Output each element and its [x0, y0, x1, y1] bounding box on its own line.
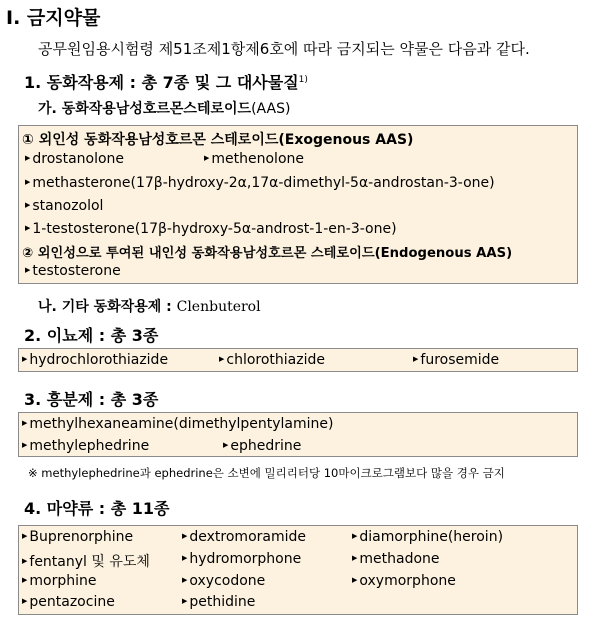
list-item: [219, 352, 325, 368]
drug-name: drostanolone: [32, 151, 125, 167]
list-item: [22, 529, 133, 545]
triangle-right-icon: ▶: [25, 178, 31, 186]
footnote-marker: 1): [298, 75, 308, 85]
drug-name: hydrochlorothiazide: [29, 352, 169, 368]
narcotics-box: [18, 525, 578, 615]
triangle-right-icon: ▶: [25, 224, 31, 232]
drug-name: stanozolol: [32, 198, 104, 214]
list-item: [25, 151, 124, 167]
triangle-right-icon: ▶: [352, 576, 358, 584]
list-item: [22, 594, 115, 610]
drug-name: dextromoramide: [189, 529, 306, 545]
drug-name: oxycodone: [189, 573, 266, 589]
drug-name: methylhexaneamine(dimethylpentylamine): [29, 416, 334, 432]
list-item: [182, 594, 255, 610]
list-item: [22, 352, 168, 368]
list-item: [22, 416, 333, 432]
triangle-right-icon: ▶: [22, 557, 28, 565]
triangle-right-icon: ▶: [352, 532, 358, 540]
drug-name: methadone: [359, 551, 440, 567]
exo-title: ① 외인성 동화작용남성호르몬 스테로이드(Exogenous AAS): [22, 132, 414, 148]
triangle-right-icon: ▶: [22, 355, 28, 363]
drug-name: 1-testosterone(17β-hydroxy-5α-androst-1-en-3-one): [32, 221, 397, 237]
section1-heading: [24, 70, 308, 93]
drug-name: oxymorphone: [359, 573, 456, 589]
sub-b-label: 나. 기타 동화작용제 :: [38, 299, 172, 315]
triangle-right-icon: ▶: [22, 532, 28, 540]
list-item: [182, 529, 306, 545]
list-item: [223, 438, 301, 454]
triangle-right-icon: ▶: [182, 532, 188, 540]
triangle-right-icon: ▶: [22, 576, 28, 584]
list-item: [182, 551, 301, 567]
sub-b-value: Clenbuterol: [176, 299, 261, 315]
drug-name: ephedrine: [230, 438, 302, 454]
sub-a-suffix: (AAS): [251, 101, 291, 117]
triangle-right-icon: ▶: [25, 154, 31, 162]
triangle-right-icon: ▶: [182, 554, 188, 562]
drug-name: testosterone: [32, 263, 121, 279]
triangle-right-icon: ▶: [22, 419, 28, 427]
sub-a-label: 가. 동화작용남성호르몬스테로이드: [38, 101, 252, 117]
page-title: Ⅰ. 금지약물: [6, 7, 101, 29]
section2-heading: 2. 이뇨제 : 총 3종: [24, 326, 159, 345]
list-item: [25, 221, 397, 237]
stimulant-note: ※ methylephedrine과 ephedrine은 소변에 밀리리터당 10마이크로그램보다 많을 경우 금지: [28, 466, 505, 480]
section1-heading-text: 1. 동화작용제 : 총 7종 및 그 대사물질: [24, 73, 299, 92]
drug-name: pethidine: [189, 594, 256, 610]
triangle-right-icon: ▶: [22, 597, 28, 605]
list-item: [22, 438, 149, 454]
list-item: [25, 263, 121, 279]
list-item: [413, 352, 499, 368]
list-item: [352, 573, 456, 589]
drug-name: pentazocine: [29, 594, 115, 610]
drug-name: furosemide: [420, 352, 500, 368]
triangle-right-icon: ▶: [204, 154, 210, 162]
list-item: [22, 551, 150, 571]
drug-name: morphine: [29, 573, 97, 589]
triangle-right-icon: ▶: [25, 266, 31, 274]
aas-box: [18, 125, 578, 284]
drug-name: methasterone(17β-hydroxy-2α,17α-dimethyl-5α-androstan-3-one): [32, 175, 495, 191]
drug-name: chlorothiazide: [226, 352, 325, 368]
list-item: [352, 529, 503, 545]
list-item: [352, 551, 440, 567]
drug-name: hydromorphone: [189, 551, 302, 567]
drug-name: methylephedrine: [29, 438, 150, 454]
intro-text: 공무원임용시험령 제51조제1항제6호에 따라 금지되는 약물은 다음과 같다.: [38, 40, 530, 58]
drug-name: methenolone: [211, 151, 304, 167]
endo-title: ② 외인성으로 투여된 내인성 동화작용남성호르몬 스테로이드(Endogenous AAS): [22, 246, 513, 261]
list-item: [204, 151, 304, 167]
triangle-right-icon: ▶: [182, 576, 188, 584]
triangle-right-icon: ▶: [182, 597, 188, 605]
list-item: [22, 573, 97, 589]
diuretics-box: [18, 348, 578, 372]
triangle-right-icon: ▶: [25, 201, 31, 209]
triangle-right-icon: ▶: [413, 355, 419, 363]
drug-name: diamorphine(heroin): [359, 529, 504, 545]
section1-sub-a: [38, 98, 290, 118]
triangle-right-icon: ▶: [352, 554, 358, 562]
triangle-right-icon: ▶: [22, 441, 28, 449]
list-item: [25, 175, 495, 191]
section4-heading: 4. 마약류 : 총 11종: [24, 499, 170, 518]
triangle-right-icon: ▶: [219, 355, 225, 363]
section3-heading: 3. 흥분제 : 총 3종: [24, 390, 159, 409]
list-item: [25, 198, 103, 214]
section1-sub-b: [38, 296, 261, 316]
stimulants-box: [18, 412, 578, 457]
list-item: [182, 573, 265, 589]
drug-name: fentanyl 및 유도체: [29, 554, 150, 570]
drug-name: Buprenorphine: [29, 529, 134, 545]
triangle-right-icon: ▶: [223, 441, 229, 449]
